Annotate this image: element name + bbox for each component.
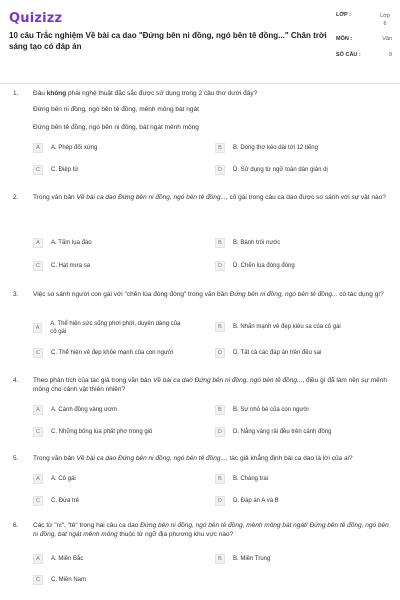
- answer-option-c[interactable]: [33, 575, 86, 585]
- option-text: C. Điệp từ: [51, 167, 79, 173]
- meta-subject-label: MÔN :: [336, 36, 353, 42]
- option-text: C. Thể hiện vẻ đẹp khỏe mạnh của con người: [51, 350, 174, 356]
- option-letter-box: B: [215, 474, 225, 484]
- option-text: D. Chẽn lúa đòng đòng: [233, 263, 295, 269]
- option-text: D. Nắng vàng rải đều trên cánh đồng: [233, 429, 332, 435]
- option-text: B. Bánh trôi nước: [233, 240, 281, 246]
- option-text: A. Cô gái: [51, 476, 76, 482]
- answer-option-d[interactable]: [215, 427, 331, 437]
- answer-option-a[interactable]: [33, 405, 117, 415]
- question-text: Việc so sánh người con gái với "chẽn lúa đòng đòng" trong văn bản Đứng bên ni đồng, ngó bên tê đồng... có tác dụng gì?: [33, 291, 384, 298]
- answer-option-a[interactable]: [33, 143, 97, 153]
- answer-option-d[interactable]: [215, 496, 279, 506]
- option-text: C. Miền Nam: [51, 577, 87, 583]
- option-text: B. Nhấn mạnh vẻ đẹp kiêu sa của cô gái: [233, 324, 341, 330]
- question-text: Trong văn bản Về bài ca dao Đứng bên ni đồng, ngó bên tê đồng..., tác giả khẳng định bài ca dao là lời của ai?: [33, 455, 353, 462]
- answer-option-b[interactable]: [215, 322, 341, 332]
- option-text: D. Sử dụng từ ngữ toàn dân giản dị: [233, 167, 328, 173]
- option-text: C. Những bông lúa phất phơ trong gió: [51, 429, 153, 435]
- question-number: 4.: [13, 377, 19, 384]
- option-letter-box: D: [215, 348, 225, 358]
- option-text: A. Thể hiện sức sống phơi phới, duyên dáng của cô gái: [50, 321, 181, 335]
- question-text: Các từ "ni", "tê" trong hai câu ca dao Đứng bên ni đồng, ngó bên tê đồng, mênh mông bát ngát/ Đứng bên tê đồng, ngó bên ni đồng, bát ngát mênh mông thuộc từ ngữ địa phương khu vực nào?: [33, 522, 389, 538]
- option-text: B. Dòng thơ kéo dài tới 12 tiếng: [233, 145, 318, 151]
- option-letter-box: A: [33, 474, 43, 484]
- answer-option-c[interactable]: [33, 165, 78, 175]
- question-number: 1.: [13, 90, 19, 97]
- option-letter-box: D: [215, 261, 225, 271]
- option-letter-box: C: [33, 427, 43, 437]
- answer-option-b[interactable]: [215, 238, 280, 248]
- question-number: 2.: [13, 194, 19, 201]
- option-letter-box: B: [215, 143, 225, 153]
- option-letter-box: C: [33, 348, 43, 358]
- question-number: 3.: [13, 291, 19, 298]
- option-letter-box: A: [33, 323, 42, 333]
- option-text: B. Sự nhỏ bé của con người: [233, 407, 309, 413]
- answer-option-b[interactable]: [215, 554, 270, 564]
- option-text: C. Hạt mưa sa: [51, 263, 91, 269]
- answer-option-c[interactable]: [33, 427, 152, 437]
- option-text: D. Đáp án A và B: [233, 498, 279, 504]
- option-letter-box: B: [215, 554, 225, 564]
- option-letter-box: B: [215, 405, 225, 415]
- option-letter-box: D: [215, 165, 225, 175]
- option-letter-box: C: [33, 165, 43, 175]
- question-text: Trong văn bản Về bài ca dao Đứng bên ni đồng, ngó bên tê đồng..., cô gái trong câu ca dao được so sánh với sự vật nào?: [33, 194, 386, 201]
- answer-option-a[interactable]: [33, 238, 92, 248]
- option-letter-box: A: [33, 405, 43, 415]
- answer-option-a[interactable]: [33, 554, 83, 564]
- quoted-verse-line: Đứng bên ni đồng, ngó bên tê đồng, mênh mông bát ngát: [33, 106, 199, 113]
- meta-subject-value: Văn: [382, 36, 392, 42]
- answer-option-d[interactable]: [215, 165, 328, 175]
- option-letter-box: D: [215, 427, 225, 437]
- option-text: B. Miền Trung: [233, 556, 271, 562]
- worksheet-title: 10 câu Trắc nghiệm Về bài ca dao "Đứng bên ni đồng, ngó bên tê đồng..." Chân trời sáng tạo có đáp án: [9, 31, 327, 51]
- option-letter-box: B: [215, 322, 225, 332]
- option-letter-box: C: [33, 261, 43, 271]
- option-letter-box: C: [33, 575, 43, 585]
- option-text: B. Chàng trai: [233, 476, 269, 482]
- answer-option-b[interactable]: [215, 474, 268, 484]
- option-text: A. Cánh đồng vàng ươm: [51, 407, 117, 413]
- meta-class-row: [336, 12, 392, 36]
- worksheet-meta: [336, 12, 392, 64]
- option-letter-box: A: [33, 554, 43, 564]
- question-text: Theo phân tích của tác giả trong văn bản Về bài ca dao Đứng bên ni đồng, ngó bên tê đồng..., điều gì đã làm nền sự mênh mông cho cánh vật thiên nhiên?: [33, 377, 387, 393]
- option-letter-box: B: [215, 238, 225, 248]
- option-text: A. Tấm lụa đào: [51, 240, 92, 246]
- answer-option-b[interactable]: [215, 143, 318, 153]
- meta-subject-row: [336, 36, 392, 52]
- option-text: D. Tất cả các đáp án trên đều sai: [233, 350, 322, 356]
- option-letter-box: D: [215, 496, 225, 506]
- meta-count-value: 9: [388, 52, 392, 58]
- option-text: C. Đứa trẻ: [51, 498, 80, 504]
- quizizz-logo: Quizizz: [9, 11, 63, 26]
- meta-class-label: LỚP :: [336, 12, 351, 18]
- option-text: A. Phép đối xứng: [51, 145, 98, 151]
- answer-option-a[interactable]: [33, 320, 183, 336]
- meta-count-label: SỐ CÂU :: [336, 52, 361, 58]
- answer-option-d[interactable]: [215, 348, 321, 358]
- worksheet-header: [0, 0, 400, 84]
- answer-option-d[interactable]: [215, 261, 295, 271]
- meta-count-row: [336, 52, 392, 64]
- option-letter-box: A: [33, 238, 43, 248]
- question-number: 5.: [13, 455, 19, 462]
- answer-option-c[interactable]: [33, 261, 90, 271]
- answer-option-b[interactable]: [215, 405, 309, 415]
- option-text: A. Miền Bắc: [51, 556, 84, 562]
- answer-option-c[interactable]: [33, 496, 79, 506]
- question-number: 6.: [13, 522, 19, 529]
- quoted-verse-line: Đứng bên tê đồng, ngó bên ni đồng, bát ngát mênh mông: [33, 124, 199, 131]
- answer-option-a[interactable]: [33, 474, 76, 484]
- answer-option-c[interactable]: [33, 348, 173, 358]
- option-letter-box: C: [33, 496, 43, 506]
- meta-class-value: Lớp 6: [380, 13, 390, 27]
- question-text: Đâu không phải nghệ thuật đặc sắc được sử dụng trong 2 câu thơ dưới đây?: [33, 90, 258, 97]
- option-letter-box: A: [33, 143, 43, 153]
